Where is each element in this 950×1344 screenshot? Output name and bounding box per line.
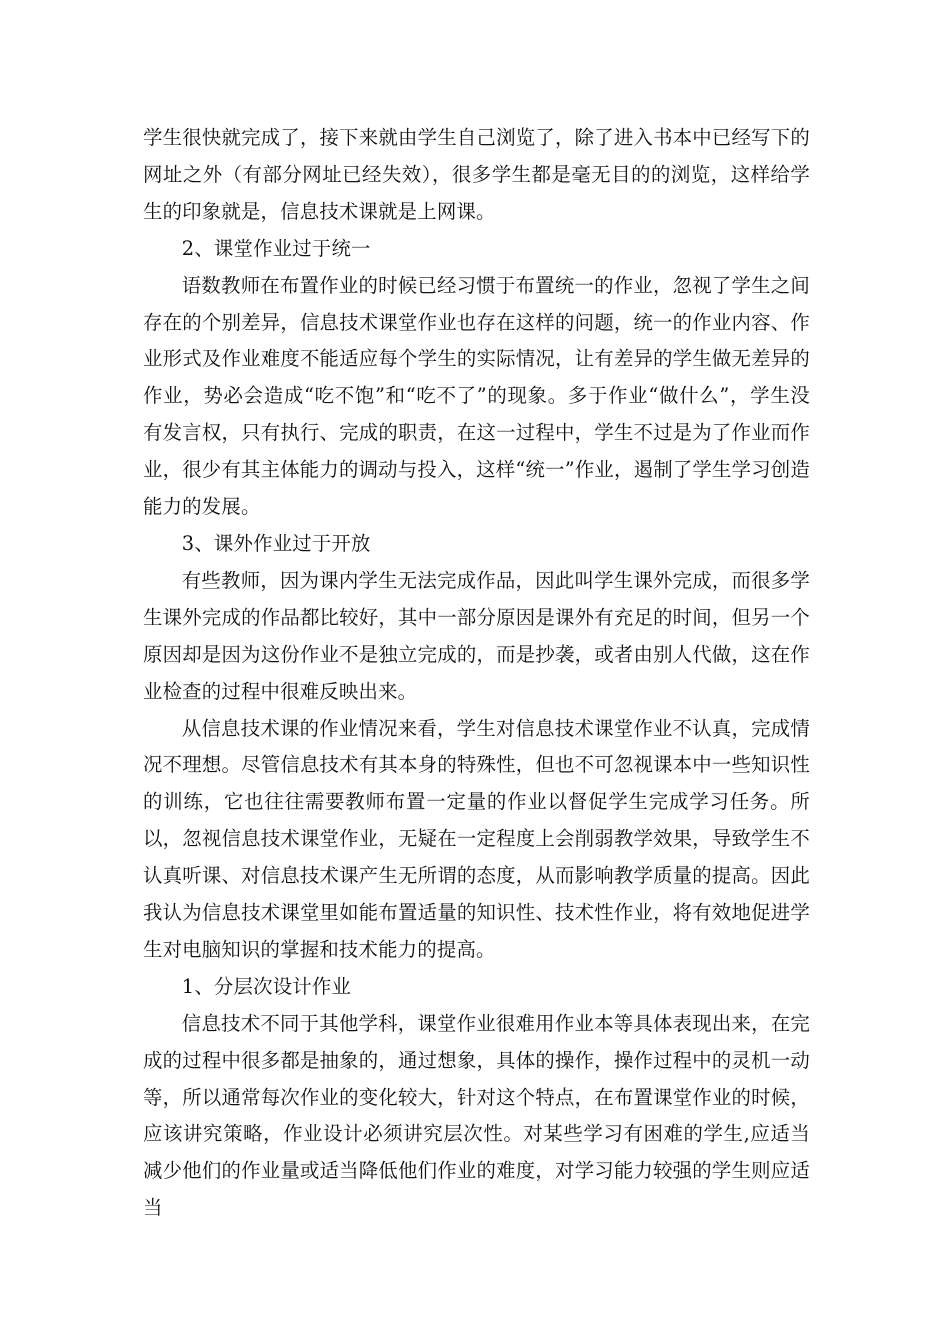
paragraph-open-homework: 有些教师，因为课内学生无法完成作品，因此叫学生课外完成，而很多学生课外完成的作品都比较好，其中一部分原因是课外有充足的时间，但另一个原因却是因为这份作业不是独立完成的，而是抄袭，或者由别人代做，这在作业检查的过程中很难反映出来。: [143, 568, 810, 703]
section-heading-layered-design: 1、分层次设计作业: [181, 974, 352, 998]
paragraph-uniform-homework: 语数教师在布置作业的时候已经习惯于布置统一的作业，忽视了学生之间存在的个别差异，信息技术课堂作业也存在这样的问题，统一的作业内容、作业形式及作业难度不能适应每个学生的实际情况，让有差异的学生做无差异的作业，势必会造成“吃不饱”和“吃不了”的现象。多于作业“做什么”，学生没有发言权，只有执行、完成的职责，在这一过程中，学生不过是为了作业而作业，很少有其主体能力的调动与投入，这样“统一”作业，遏制了学生学习创造能力的发展。: [143, 273, 810, 519]
paragraph-homework-situation: 从信息技术课的作业情况来看，学生对信息技术课堂作业不认真，完成情况不理想。尽管信息技术有其本身的特殊性，但也不可忽视课本中一些知识性的训练，它也往往需要教师布置一定量的作业以督促学生完成学习任务。所以，忽视信息技术课堂作业，无疑在一定程度上会削弱教学效果，导致学生不认真听课、对信息技术课产生无所谓的态度，从而影响教学质量的提高。因此我认为信息技术课堂里如能布置适量的知识性、技术性作业，将有效地促进学生对电脑知识的掌握和技术能力的提高。: [143, 716, 810, 961]
section-heading-uniform-homework: 2、课堂作业过于统一: [181, 236, 371, 260]
paragraph-layered-design: 信息技术不同于其他学科，课堂作业很难用作业本等具体表现出来，在完成的过程中很多都是抽象的，通过想象，具体的操作，操作过程中的灵机一动等，所以通常每次作业的变化较大，针对这个特点，在布置课堂作业的时候，应该讲究策略，作业设计必须讲究层次性。对某些学习有困难的学生,应适当减少他们的作业量或适当降低他们作业的难度，对学习能力较强的学生则应适当: [143, 1011, 810, 1220]
section-heading-open-homework: 3、课外作业过于开放: [181, 531, 371, 555]
paragraph-continuation: 学生很快就完成了，接下来就由学生自己浏览了，除了进入书本中已经写下的网址之外（有部分网址已经失效），很多学生都是毫无目的的浏览，这样给学生的印象就是，信息技术课就是上网课。: [143, 126, 810, 223]
